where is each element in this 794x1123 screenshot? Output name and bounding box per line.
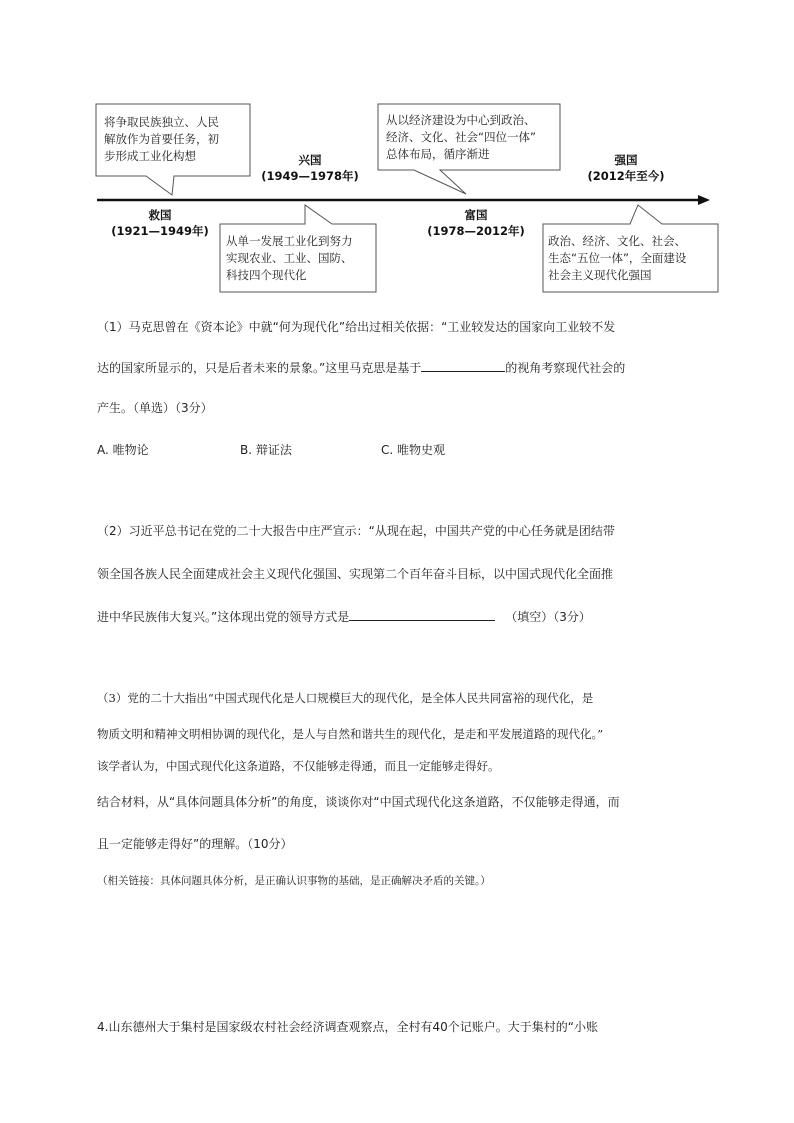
q2-line-2: 领全国各族人民全面建成社会主义现代化强国、实现第二个百年奋斗目标，以中国式现代化全面推 (97, 567, 614, 581)
q2-answer-blank[interactable] (349, 607, 495, 621)
q3-line-3: 该学者认为，中国式现代化这条道路，不仅能够走得通，而且一定能够走得好。 (97, 759, 500, 773)
q2-line-3: 进中华民族伟大复兴。”这体现出党的领导方式是 （填空）（3分） (97, 607, 591, 625)
q1-line-3: 产生。（单选）（3分） (97, 401, 213, 415)
q2-line-1: （2）习近平总书记在党的二十大报告中庄严宣示：“从现在起，中国共产党的中心任务就是团结带 (97, 524, 615, 538)
q3-line-2: 物质文明和精神文明相协调的现代化，是人与自然和谐共生的现代化，是走和平发展道路的现代化。” (97, 727, 604, 741)
q1-option-b[interactable]: B. 辩证法 (240, 443, 292, 457)
q1-answer-blank[interactable] (421, 358, 505, 372)
q3-line-1: （3）党的二十大指出“中国式现代化是人口规模巨大的现代化，是全体人民共同富裕的现代化，是 (97, 691, 594, 705)
era-label-xingguo: 兴国 (1949—1978年) (261, 153, 359, 183)
callout-text-4: 政治、经济、文化、社会、 生态“五位一体”，全面建设 社会主义现代化强国 (548, 234, 687, 282)
q1-line-2: 达的国家所显示的，只是后者未来的景象。”这里马克思是基于 的视角考察现代社会的 (97, 358, 625, 376)
era-label-fuguo: 富国 (1978—2012年) (427, 208, 525, 238)
q1-option-c[interactable]: C. 唯物史观 (381, 443, 446, 457)
q4-line-1: 4.山东德州大于集村是国家级农村社会经济调查观察点，全村有40个记账户。大于集村的“小账 (97, 1020, 598, 1034)
era-label-jiuguo: 救国 (1921—1949年) (111, 208, 209, 238)
timeline-arrowhead (698, 195, 710, 205)
q3-line-5: 且一定能够走得好”的理解。（10分） (97, 837, 293, 851)
callout-text-1: 将争取民族独立、人民 解放作为首要任务，初 步形成工业化构想 (104, 115, 219, 163)
callout-text-2: 从单一发展工业化到努力 实现农业、工业、国防、 科技四个现代化 (226, 234, 353, 282)
q3-related-note: （相关链接：具体问题具体分析，是正确认识事物的基础，是正确解决矛盾的关键。） (97, 875, 491, 887)
q1-line-1: （1）马克思曾在《资本论》中就“何为现代化”给出过相关依据：“工业较发达的国家向工业较不发 (97, 320, 616, 334)
q1-option-a[interactable]: A. 唯物论 (97, 443, 149, 457)
era-label-qiangguo: 强国 (2012年至今) (587, 153, 665, 183)
q3-line-4: 结合材料，从“具体问题具体分析”的角度，谈谈你对“中国式现代化这条道路，不仅能够走得通，而 (97, 795, 620, 809)
callout-text-3: 从以经济建设为中心到政治、 经济、文化、社会“四位一体” 总体布局，循序渐进 (386, 113, 536, 161)
